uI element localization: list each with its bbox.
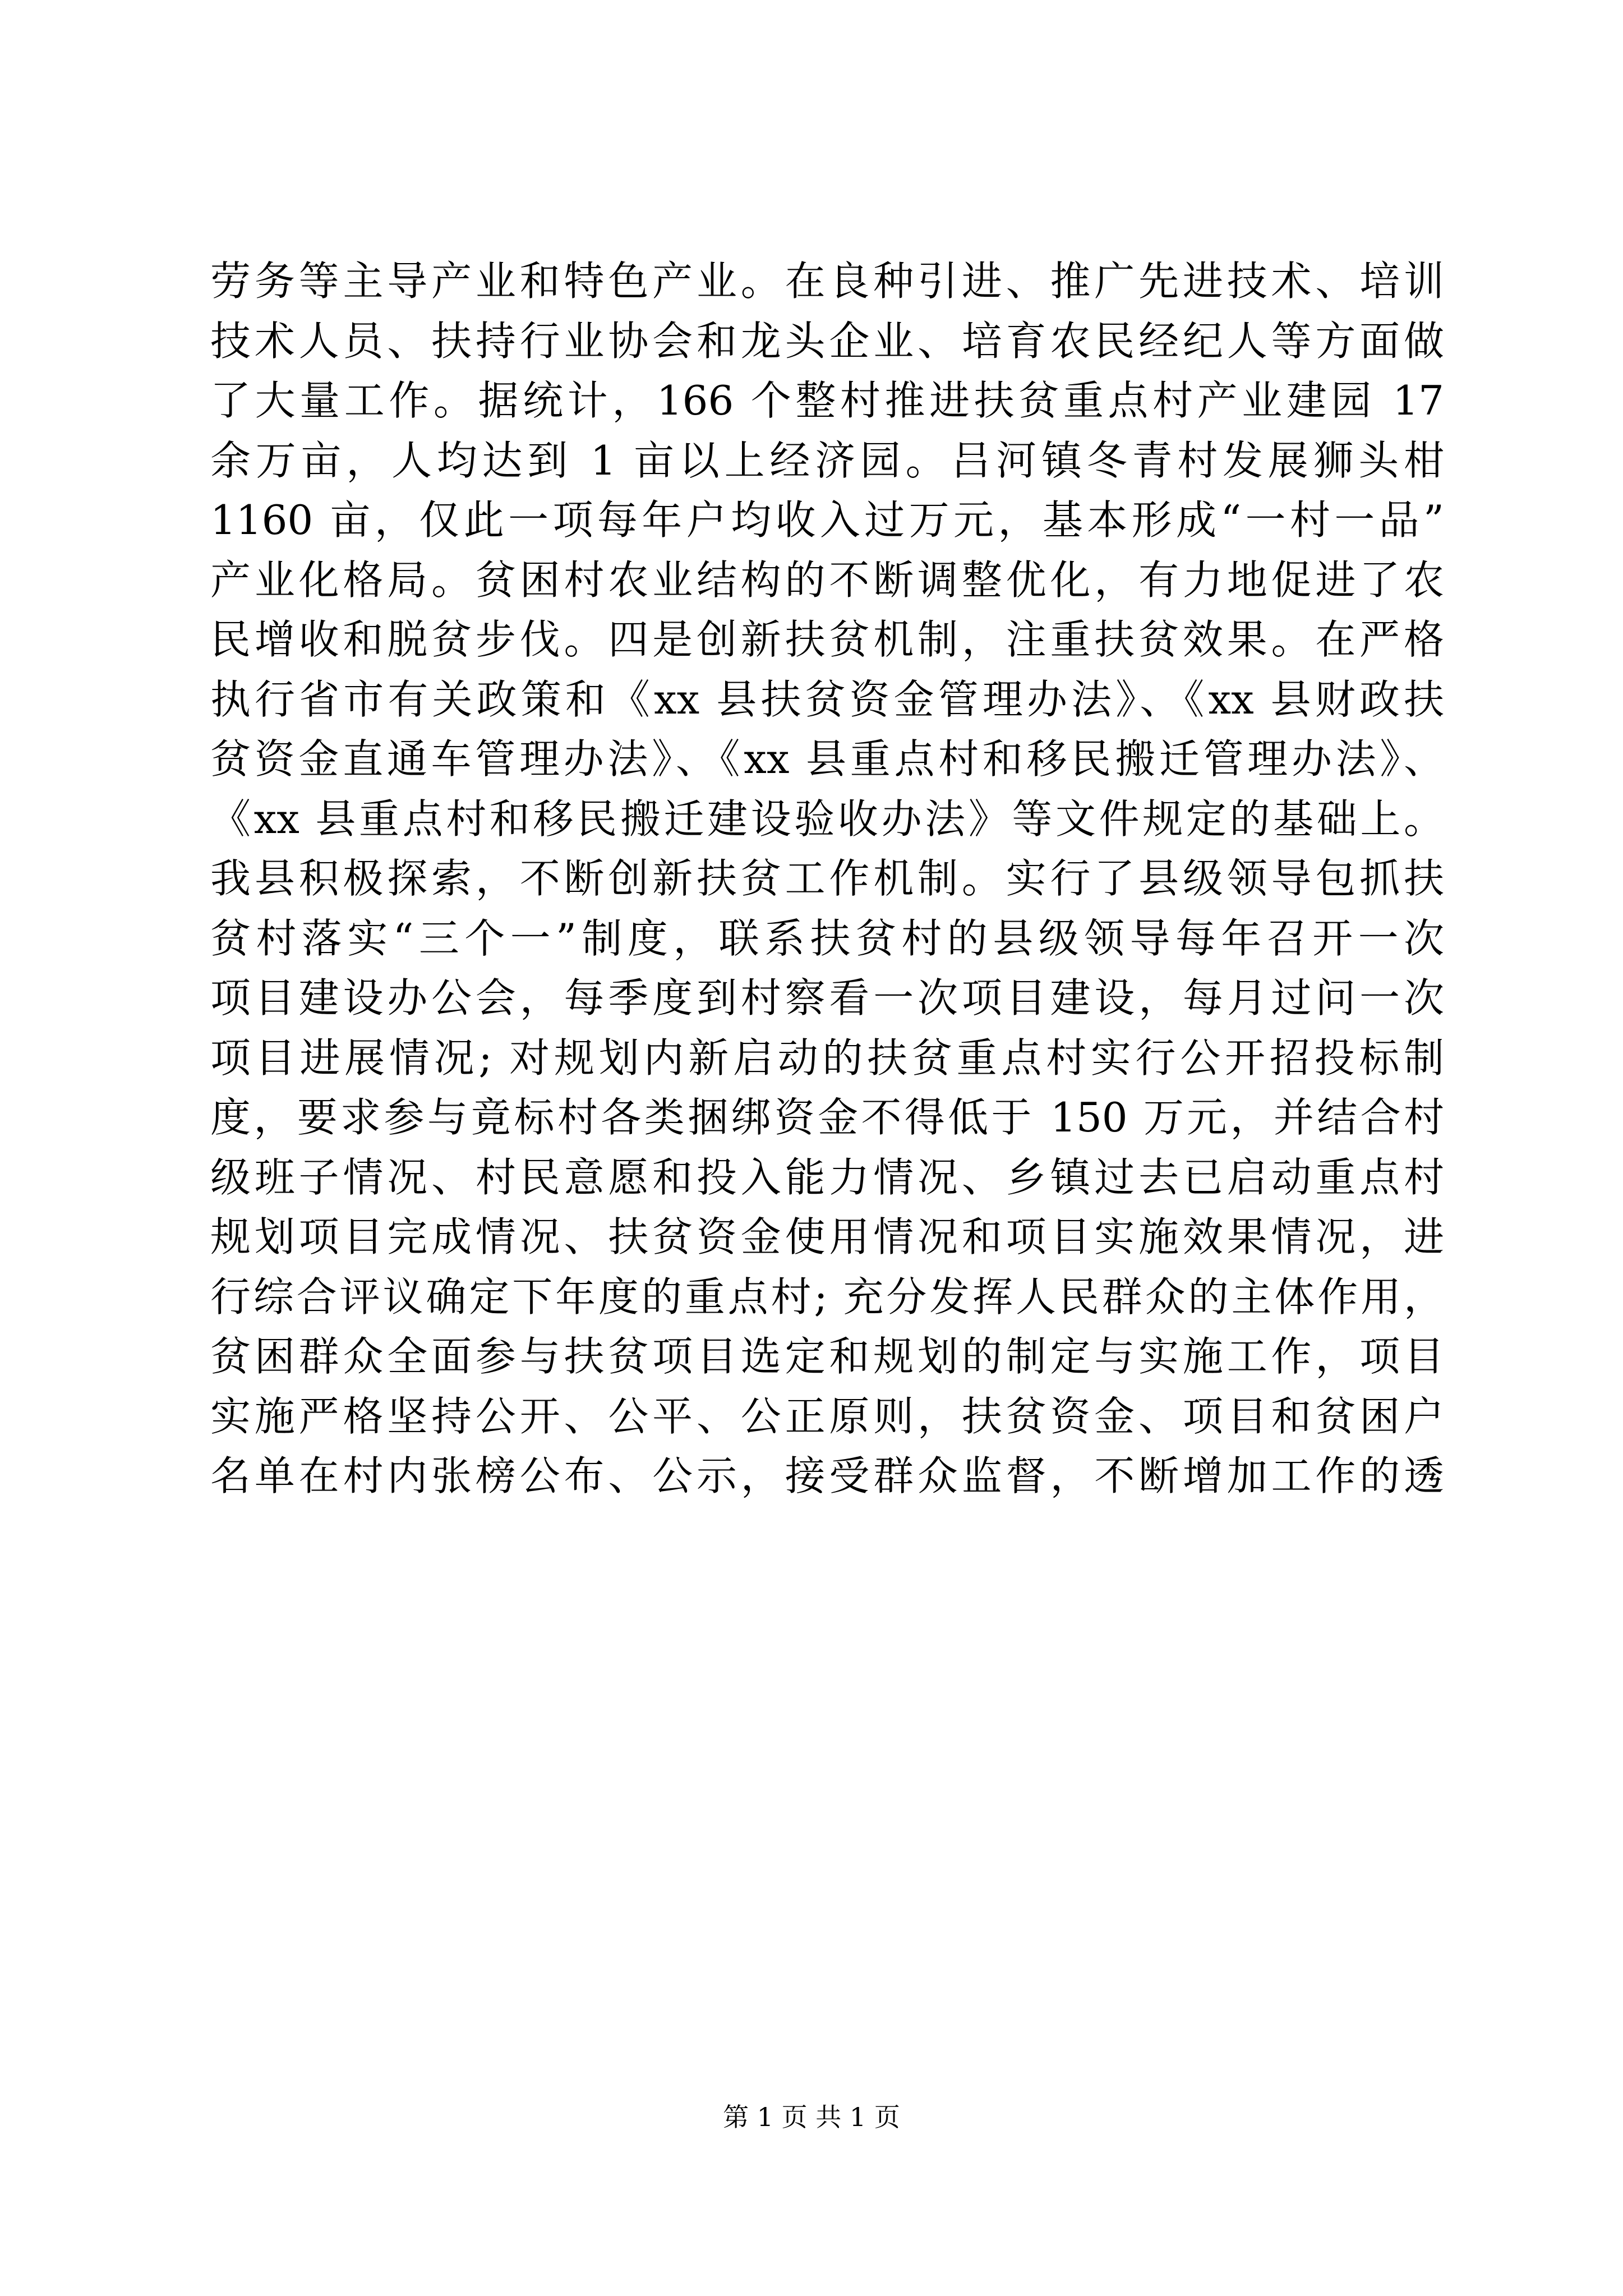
body-paragraph bbox=[210, 251, 1444, 1506]
text-line: 产业化格局。贫困村农业结构的不断调整优化，有力地促进了农 bbox=[210, 556, 1444, 604]
text-line: 贫困群众全面参与扶贫项目选定和规划的制定与实施工作，项目 bbox=[210, 1333, 1444, 1380]
text-line: 执行省市有关政策和《xx 县扶贫资金管理办法》、《xx 县财政扶 bbox=[210, 675, 1444, 723]
text-line: 名单在村内张榜公布、公示，接受群众监督，不断增加工作的透 bbox=[210, 1452, 1444, 1499]
text-line: 民增收和脱贫步伐。四是创新扶贫机制，注重扶贫效果。在严格 bbox=[210, 616, 1444, 663]
text-line: 级班子情况、村民意愿和投入能力情况、乡镇过去已启动重点村 bbox=[210, 1153, 1444, 1201]
text-line: 余万亩，人均达到 1 亩以上经济园。吕河镇冬青村发展狮头柑 bbox=[210, 436, 1444, 484]
text-line: 技术人员、扶持行业协会和龙头企业、培育农民经纪人等方面做 bbox=[210, 317, 1444, 365]
text-line: 1160 亩，仅此一项每年户均收入过万元，基本形成“一村一品” bbox=[210, 496, 1444, 544]
text-line: 了大量工作。据统计，166 个整村推进扶贫重点村产业建园 17 bbox=[210, 377, 1444, 424]
text-line: 我县积极探索，不断创新扶贫工作机制。实行了县级领导包抓扶 bbox=[210, 855, 1444, 902]
text-line: 项目进展情况; 对规划内新启动的扶贫重点村实行公开招投标制 bbox=[210, 1034, 1444, 1082]
text-line: 度，要求参与竟标村各类捆绑资金不得低于 150 万元，并结合村 bbox=[210, 1094, 1444, 1141]
text-line: 贫村落实“三个一”制度，联系扶贫村的县级领导每年召开一次 bbox=[210, 914, 1444, 962]
text-line: 行综合评议确定下年度的重点村; 充分发挥人民群众的主体作用， bbox=[210, 1273, 1444, 1320]
text-line: 项目建设办公会，每季度到村察看一次项目建设，每月过问一次 bbox=[210, 974, 1444, 1022]
text-line: 劳务等主导产业和特色产业。在良种引进、推广先进技术、培训 bbox=[210, 257, 1444, 305]
text-line: 《xx 县重点村和移民搬迁建设验收办法》等文件规定的基础上。 bbox=[210, 795, 1444, 843]
text-line: 实施严格坚持公开、公平、公正原则，扶贫资金、项目和贫困户 bbox=[210, 1392, 1444, 1440]
text-line: 规划项目完成情况、扶贫资金使用情况和项目实施效果情况，进 bbox=[210, 1213, 1444, 1260]
text-line: 贫资金直通车管理办法》、《xx 县重点村和移民搬迁管理办法》、 bbox=[210, 735, 1444, 783]
page-footer-label: 第 1 页 共 1 页 bbox=[723, 2102, 900, 2132]
